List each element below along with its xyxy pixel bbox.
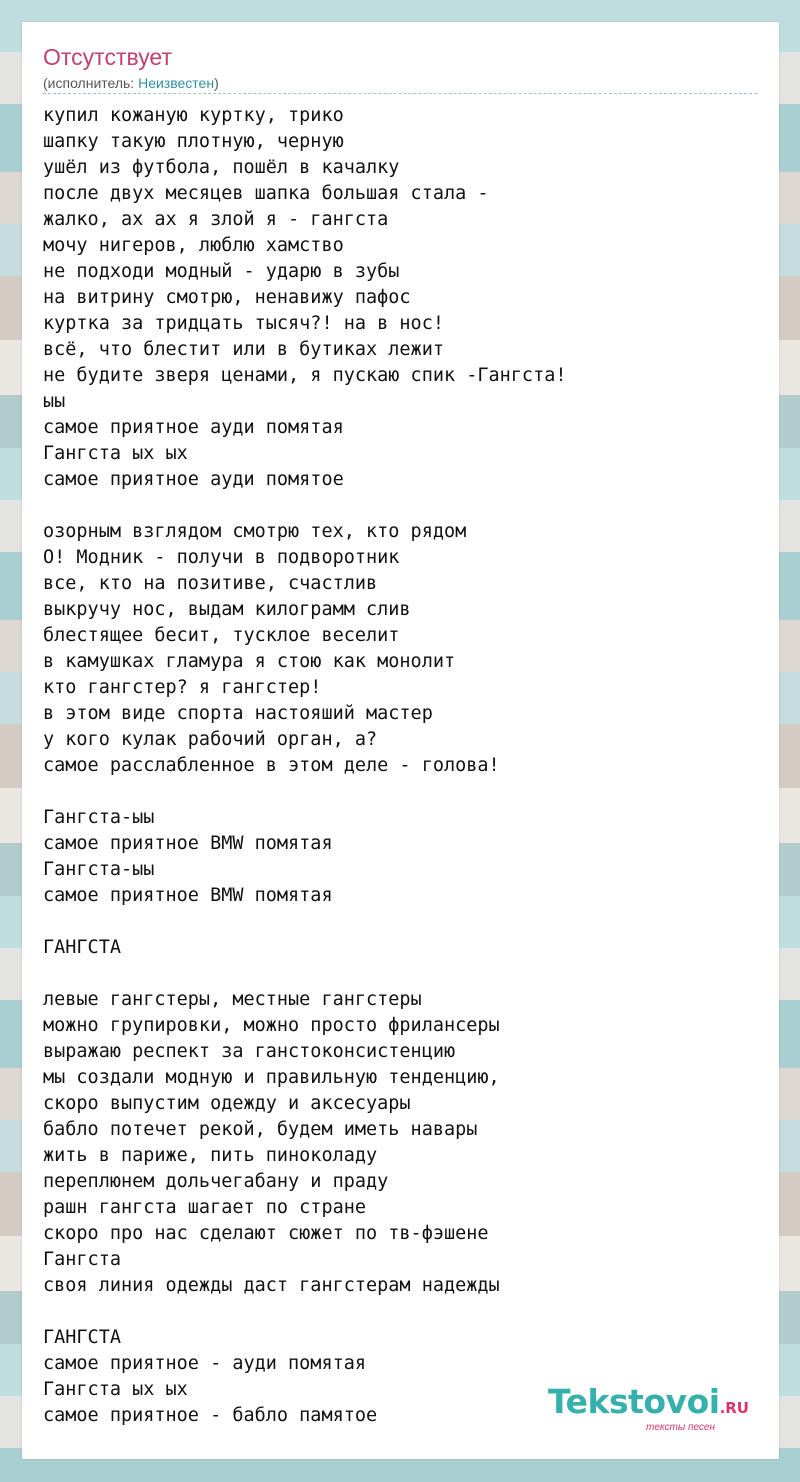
lyrics-line: рашн гангста шагает по стране: [43, 1197, 367, 1218]
lyrics-line: кто гангстер? я гангстер!: [43, 677, 322, 698]
lyrics-line: бабло потечет рекой, будем иметь навары: [43, 1119, 478, 1140]
lyrics-line: самое расслабленное в этом деле - голова!: [43, 755, 500, 776]
lyrics-line: выкручу нос, выдам килограмм слив: [43, 599, 411, 620]
logo-tld: .RU: [719, 1399, 749, 1417]
lyrics-line: не будите зверя ценами, я пускаю спик -Гангста!: [43, 365, 567, 386]
lyrics-line: блестящее бесит, тусклое веселит: [43, 625, 400, 646]
lyrics-line: Гангста-ыы: [43, 807, 155, 828]
dashed-divider: [43, 93, 757, 94]
lyrics-text: [43, 103, 757, 1429]
lyrics-blank-line: [43, 909, 757, 935]
lyrics-blank-line: [43, 961, 757, 987]
lyrics-line: ГАНГСТА: [43, 937, 121, 958]
lyrics-line: можно групировки, можно просто фрилансеры: [43, 1015, 500, 1036]
song-title: Отсутствует: [43, 44, 172, 70]
lyrics-line: своя линия одежды даст гангстерам надежды: [43, 1275, 500, 1296]
lyrics-blank-line: [43, 1299, 757, 1325]
site-logo[interactable]: [548, 1384, 749, 1433]
lyrics-line: самое приятное ауди помятое: [43, 469, 344, 490]
lyrics-line: шапку такую плотную, черную: [43, 131, 344, 152]
lyrics-line: самое приятное BMW помятая: [43, 885, 333, 906]
lyrics-line: куртка за тридцать тысяч?! на в нос!: [43, 313, 444, 334]
lyrics-line: не подходи модный - ударю в зубы: [43, 261, 400, 282]
lyrics-line: Гангста ых ых: [43, 1379, 188, 1400]
logo-name: Tekstovoi: [548, 1382, 720, 1421]
performer-line: [43, 74, 219, 92]
lyrics-line: О! Модник - получи в подворотник: [43, 547, 400, 568]
lyrics-line: ушёл из футбола, пошёл в качалку: [43, 157, 400, 178]
lyrics-line: мы создали модную и правильную тенденцию,: [43, 1067, 500, 1088]
performer-prefix: (исполнитель:: [43, 75, 139, 91]
performer-suffix: ): [214, 75, 219, 91]
lyrics-line: озорным взглядом смотрю тех, кто рядом: [43, 521, 467, 542]
lyrics-line: мочу нигеров, люблю хамство: [43, 235, 344, 256]
lyrics-line: всё, что блестит или в бутиках лежит: [43, 339, 444, 360]
logo-tagline: тексты песен: [646, 1422, 715, 1433]
lyrics-line: все, кто на позитиве, счастлив: [43, 573, 378, 594]
lyrics-line: переплюнем дольчегабану и праду: [43, 1171, 389, 1192]
lyrics-line: ГАНГСТА: [43, 1327, 121, 1348]
lyrics-line: после двух месяцев шапка большая стала -: [43, 183, 489, 204]
lyrics-line: купил кожаную куртку, трико: [43, 105, 344, 126]
lyrics-line: Гангста ых ых: [43, 443, 188, 464]
lyrics-line: самое приятное - бабло памятое: [43, 1405, 378, 1426]
lyrics-line: Гангста-ыы: [43, 859, 155, 880]
lyrics-card: [22, 22, 779, 1459]
lyrics-line: в камушках гламура я стою как монолит: [43, 651, 456, 672]
lyrics-line: у кого кулак рабочий орган, а?: [43, 729, 378, 750]
lyrics-blank-line: [43, 493, 757, 519]
lyrics-line: самое приятное ауди помятая: [43, 417, 344, 438]
lyrics-line: выражаю респект за ганстоконсистенцию: [43, 1041, 456, 1062]
lyrics-line: ыы: [43, 391, 66, 412]
lyrics-line: левые гангстеры, местные гангстеры: [43, 989, 422, 1010]
lyrics-line: самое приятное BMW помятая: [43, 833, 333, 854]
lyrics-line: Гангста: [43, 1249, 121, 1270]
lyrics-line: жить в париже, пить пиноколаду: [43, 1145, 378, 1166]
lyrics-line: самое приятное - ауди помятая: [43, 1353, 367, 1374]
lyrics-line: в этом виде спорта настояший мастер: [43, 703, 433, 724]
performer-link[interactable]: Неизвестен: [138, 75, 215, 91]
lyrics-line: на витрину смотрю, ненавижу пафос: [43, 287, 411, 308]
lyrics-blank-line: [43, 779, 757, 805]
lyrics-line: скоро про нас сделают сюжет по тв-фэшене: [43, 1223, 489, 1244]
lyrics-line: скоро выпустим одежду и аксесуары: [43, 1093, 411, 1114]
lyrics-line: жалко, ах ах я злой я - гангста: [43, 209, 389, 230]
